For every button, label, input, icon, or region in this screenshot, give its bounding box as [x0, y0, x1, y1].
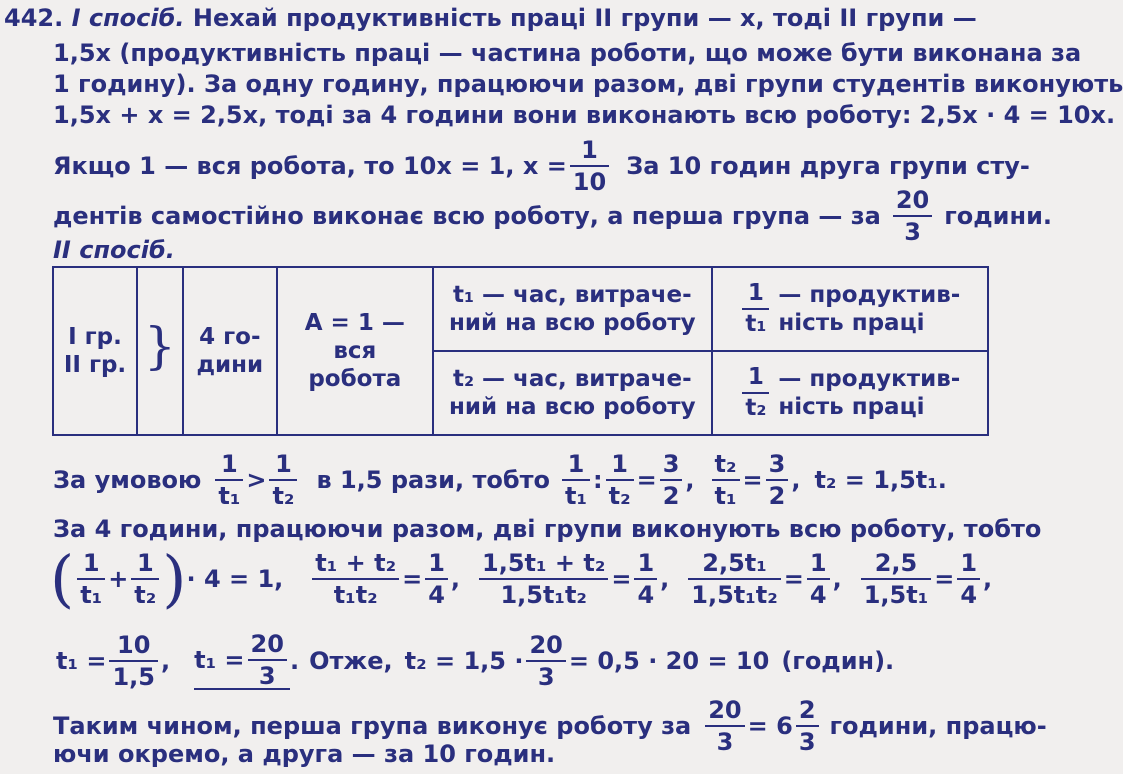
fraction-1-t2-a: $\frac{1}{\text{t₂}}$ [269, 452, 297, 508]
fraction-1-over-t1: $\frac{1}{\text{t₁}}$ [742, 282, 769, 336]
line-12 [53, 740, 555, 768]
text-line-7c: t₂ = 1,5t₁. [814, 466, 947, 494]
line-9: ( $\frac{1}{\text{t₁}}$ + $\frac{1}{\text{t₂}}$ ) · 4 = 1, $\frac{\text{t₁ + t₂}}{\text{t₁t₂}}$ = $\frac{1}{4}$ , $\frac{\text{1,5t₁ + t₂}}{\text{1,5t₁t₂}}$ = $\frac{1}{4}$ , $\frac{\text{2,5t₁}}{\text{1,5t₁t₂}}$ = $\frac{1}{4}$ , $\frac{2,5}{\text{1,5t₁}}$ = $\frac{1}{4}$ , [50, 542, 993, 615]
p1-text: — продуктив- ність праці [778, 282, 961, 336]
fraction-1-t1-b: $\frac{1}{\text{t₁}}$ [562, 452, 590, 508]
text-line-7b: в 1,5 рази, тобто [316, 466, 551, 494]
fraction-sum-over-product: $\frac{\text{t₁ + t₂}}{\text{t₁t₂}}$ [312, 551, 399, 607]
fraction-10-15: $\frac{10}{1,5}$ [109, 633, 158, 689]
line-4 [53, 101, 1115, 129]
line-6 [53, 188, 1052, 244]
fraction-15-sum: $\frac{\text{1,5t₁ + t₂}}{\text{1,5t₁t₂}}$ [479, 551, 608, 607]
line-1 [4, 4, 977, 32]
text-line-11b: години, працю- [829, 712, 1047, 740]
four-eq-one: · 4 = 1, [186, 565, 284, 593]
text-line-10-end: (годин). [781, 647, 895, 675]
table-t2-cell: t₂ — час, витраче- ний на всю роботу [433, 351, 712, 435]
fraction-1-t2-c: $\frac{1}{\text{t₂}}$ [131, 551, 159, 607]
fraction-25b: $\frac{2,5}{\text{1,5t₁}}$ [861, 551, 932, 607]
fraction-3-2-b: $\frac{3}{2}$ [766, 452, 789, 508]
fraction-25: $\frac{\text{2,5t₁}}{\text{1,5t₁t₂}}$ [688, 551, 780, 607]
eq-sign-b: = [742, 466, 763, 494]
method-1-title: І спосіб. [71, 4, 185, 32]
fraction-3-2-a: $\frac{3}{2}$ [660, 452, 683, 508]
text-line-5a: Якщо 1 — вся робота, то 10x = 1, x = [53, 152, 567, 180]
line-2 [53, 39, 1081, 67]
text-line-6b: години. [944, 202, 1053, 230]
line-8 [53, 515, 1041, 543]
text-line-5b: За 10 годин друга групи сту- [626, 152, 1030, 180]
text-line-1: Нехай продуктивність праці ІІ групи — x, тоді ІІ групи — [192, 4, 977, 32]
table-p2-cell [712, 351, 988, 435]
table-brace: } [137, 267, 183, 435]
fraction-one-tenth: $\frac{1}{10}$ [570, 138, 609, 194]
text-line-3: 1 годину). За одну годину, працюючи разом, дві групи студентів виконують [53, 70, 1123, 98]
text-line-11a: Таким чином, перша група виконує роботу за [53, 712, 692, 740]
fraction-1-t1-a: $\frac{1}{\text{t₁}}$ [215, 452, 243, 508]
colon-sign: : [593, 466, 603, 494]
line-3 [53, 70, 1123, 98]
text-line-8: За 4 години, працюючи разом, дві групи виконують всю роботу, тобто [53, 515, 1042, 543]
line-10: t₁ = $\frac{10}{1,5}$ , t₁ = $\frac{20}{3}$ . Отже, t₂ = 1,5 · $\frac{20}{3}$ = 0,5 · 20 = 10 (годин). [56, 630, 895, 691]
underlined-t1: t₁ = $\frac{20}{3}$ [194, 632, 290, 690]
table-work: A = 1 — вся робота [277, 267, 433, 435]
text-line-12: ючи окремо, а друга — за 10 годин. [53, 740, 556, 768]
line-7: За умовою $\frac{1}{\text{t₁}}$ > $\frac{1}{\text{t₂}}$ в 1,5 рази, тобто $\frac{1}{\text{t₁}}$ : $\frac{1}{\text{t₂}}$ = $\frac{3}{2}$ , $\frac{\text{t₂}}{\text{t₁}}$ = $\frac{3}{2}$ , t₂ = 1,5t₁. [53, 450, 947, 510]
table-p1-cell [712, 267, 988, 351]
table-groups: І гр. ІІ гр. [53, 267, 137, 435]
fraction-twenty-thirds: $\frac{20}{3}$ [893, 188, 932, 244]
line-11: Таким чином, перша група виконує роботу за $\frac{20}{3}$ = 6 $\frac{2}{3}$ години, працю- [53, 696, 1047, 756]
problem-number: 442. [4, 4, 64, 32]
text-line-4: 1,5x + x = 2,5x, тоді за 4 години вони виконають всю роботу: 2,5x · 4 = 10x. [53, 101, 1116, 129]
table-time: 4 го- дини [183, 267, 277, 435]
fraction-1-over-t2: $\frac{1}{\text{t₂}}$ [742, 366, 769, 420]
eq-sign-a: = [636, 466, 657, 494]
text-line-2: 1,5x (продуктивність праці — частина роботи, що може бути виконана за [53, 39, 1082, 67]
fraction-t2-t1: $\frac{\text{t₂}}{\text{t₁}}$ [712, 452, 740, 508]
fraction-1-t2-b: $\frac{1}{\text{t₂}}$ [606, 452, 634, 508]
data-table [52, 266, 989, 436]
line-5 [53, 138, 1030, 194]
text-line-7a: За умовою [53, 466, 202, 494]
text-line-6a: дентів самостійно виконає всю роботу, а перша група — за [53, 202, 881, 230]
p2-text: — продуктив- ність праці [778, 366, 961, 420]
method-2-title: ІІ спосіб. [53, 236, 175, 264]
fraction-1-t1-c: $\frac{1}{\text{t₁}}$ [77, 551, 105, 607]
text-line-10-mid: Отже, [309, 647, 393, 675]
table-t1-cell: t₁ — час, витраче- ний на всю роботу [433, 267, 712, 351]
gt-sign: > [246, 466, 267, 494]
